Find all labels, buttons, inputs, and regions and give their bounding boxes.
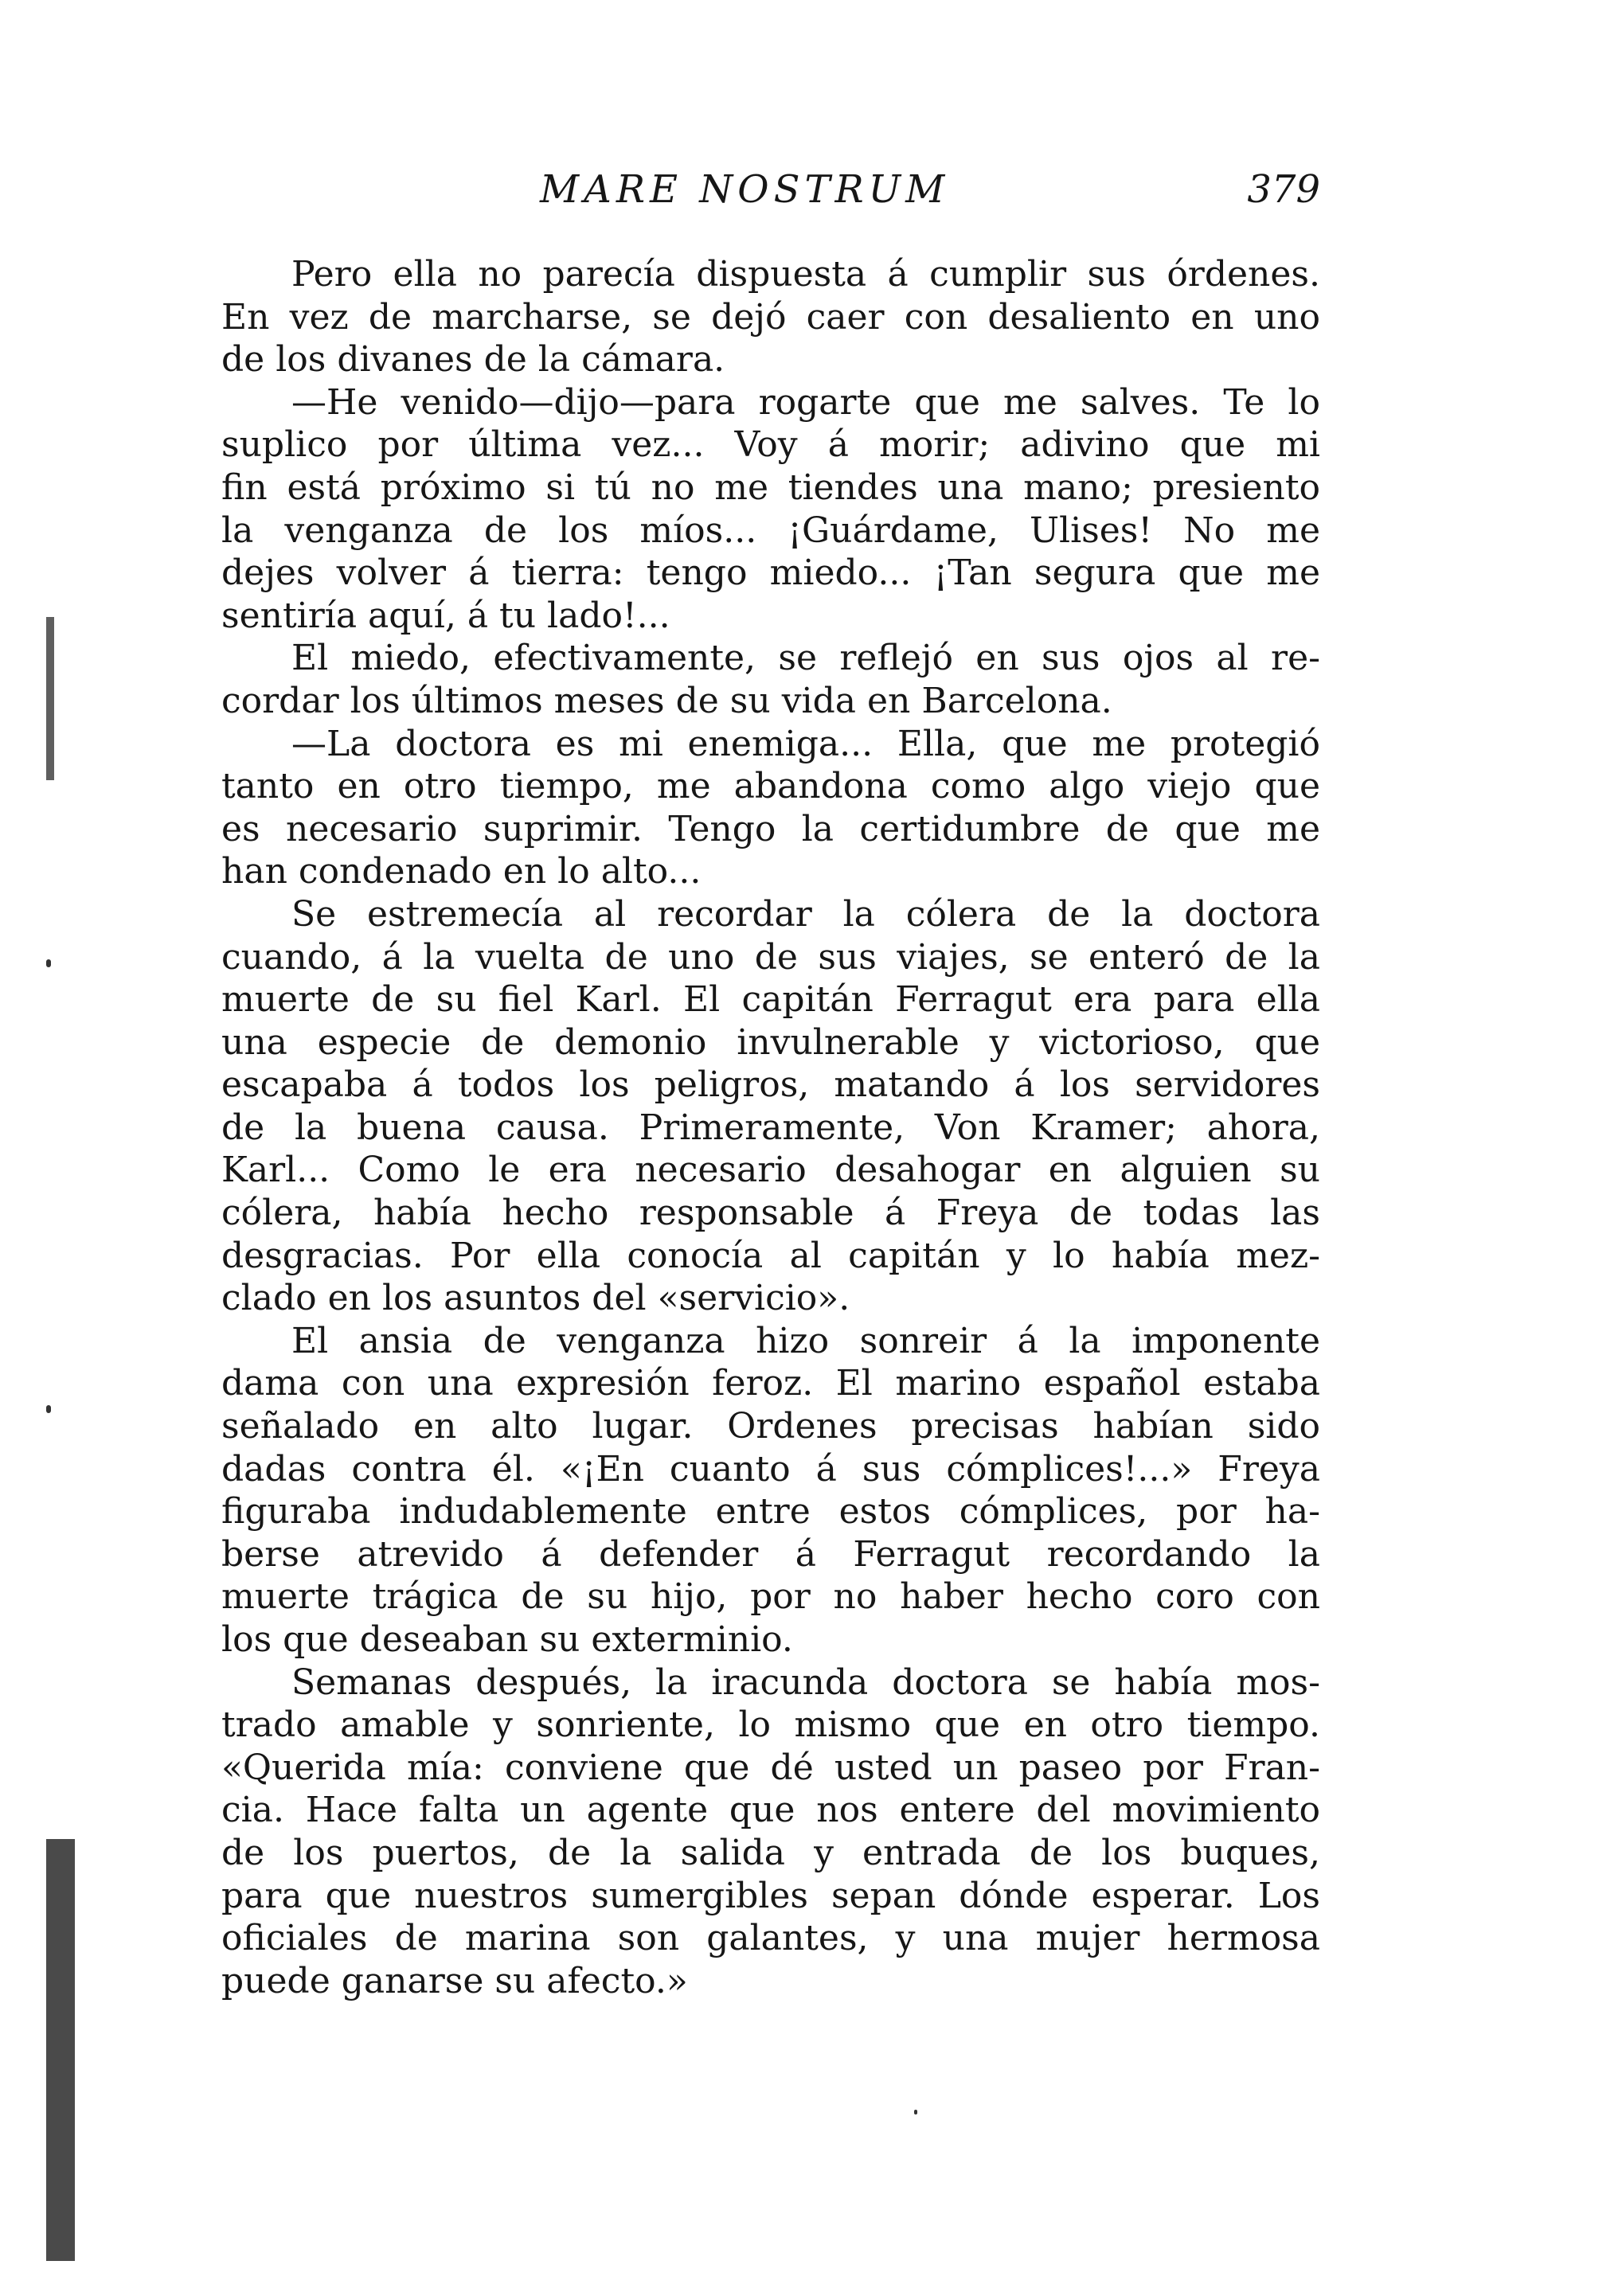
text-line: oficiales de marina son galantes, y una mujer hermosa — [221, 1918, 1320, 1959]
text-line: han condenado en lo alto... — [221, 851, 702, 892]
text-line: es necesario suprimir. Tengo la certidumbre de que me — [221, 808, 1320, 849]
text-line: de la buena causa. Primeramente, Von Kramer; ahora, — [221, 1107, 1320, 1148]
scan-speck — [914, 2110, 917, 2114]
page-number: 379 — [1247, 167, 1320, 212]
running-title: MARE NOSTRUM — [540, 167, 950, 212]
text-line: —La doctora es mi enemiga... Ella, que me protegió — [291, 723, 1320, 764]
text-line: dama con una expresión feroz. El marino español estaba — [221, 1363, 1320, 1404]
scan-edge-mark-upper — [46, 617, 54, 780]
text-line: figuraba indudablemente entre estos cómplices, por ha- — [221, 1491, 1320, 1533]
text-line: la venganza de los míos... ¡Guárdame, Ulises! No me — [221, 510, 1320, 551]
text-line: puede ganarse su afecto.» — [221, 1960, 688, 2001]
text-line: Pero ella no parecía dispuesta á cumplir sus órdenes. — [291, 254, 1320, 295]
text-line: fin está próximo si tú no me tiendes una mano; presiento — [221, 467, 1320, 508]
text-line: sentiría aquí, á tu lado!... — [221, 595, 670, 636]
text-line: de los divanes de la cámara. — [221, 339, 725, 381]
text-line: los que deseaban su exterminio. — [221, 1619, 793, 1660]
text-line: Se estremecía al recordar la cólera de la doctora — [291, 893, 1320, 935]
text-line: El miedo, efectivamente, se reflejó en sus ojos al re- — [291, 638, 1320, 679]
text-line: señalado en alto lugar. Ordenes precisas habían sido — [221, 1406, 1320, 1447]
text-line: de los puertos, de la salida y entrada de los buques, — [221, 1832, 1320, 1873]
scan-edge-mark-lower — [46, 1839, 75, 2261]
text-line: dadas contra él. «¡En cuanto á sus cómplices!...» Freya — [221, 1448, 1320, 1490]
scan-speck — [46, 959, 51, 967]
text-line: trado amable y sonriente, lo mismo que en otro tiempo. — [221, 1704, 1320, 1746]
text-line: una especie de demonio invulnerable y victorioso, que — [221, 1021, 1320, 1063]
text-line: Karl... Como le era necesario desahogar en alguien su — [221, 1150, 1320, 1191]
text-line: dejes volver á tierra: tengo miedo... ¡Tan segura que me — [221, 553, 1320, 594]
text-line: berse atrevido á defender á Ferragut recordando la — [221, 1533, 1320, 1575]
text-line: tanto en otro tiempo, me abandona como algo viejo que — [221, 766, 1320, 807]
text-line: suplico por última vez... Voy á morir; adivino que mi — [221, 424, 1320, 466]
text-line: En vez de marcharse, se dejó caer con desaliento en uno — [221, 296, 1320, 338]
text-line: para que nuestros sumergibles sepan dónde esperar. Los — [221, 1875, 1320, 1916]
text-line: desgracias. Por ella conocía al capitán y lo había mez- — [221, 1235, 1320, 1276]
text-line: cia. Hace falta un agente que nos entere del movimiento — [221, 1790, 1320, 1831]
text-line: muerte trágica de su hijo, por no haber hecho coro con — [221, 1576, 1320, 1618]
page-header — [221, 167, 1320, 223]
text-line: muerte de su fiel Karl. El capitán Ferragut era para ella — [221, 979, 1320, 1021]
text-line: Semanas después, la iracunda doctora se había mos- — [291, 1661, 1320, 1703]
text-line: —He venido—dijo—para rogarte que me salves. Te lo — [291, 381, 1320, 423]
text-line: cordar los últimos meses de su vida en Barcelona. — [221, 680, 1112, 721]
text-line: El ansia de venganza hizo sonreir á la imponente — [291, 1320, 1320, 1361]
scan-speck — [46, 1405, 51, 1413]
text-line: cólera, había hecho responsable á Freya de todas las — [221, 1193, 1320, 1234]
text-line: escapaba á todos los peligros, matando á los servidores — [221, 1064, 1320, 1106]
text-line: clado en los asuntos del «servicio». — [221, 1278, 850, 1319]
text-line: cuando, á la vuelta de uno de sus viajes, se enteró de la — [221, 936, 1320, 978]
body-text — [221, 253, 1320, 2002]
text-line: «Querida mía: conviene que dé usted un paseo por Fran- — [221, 1747, 1320, 1788]
